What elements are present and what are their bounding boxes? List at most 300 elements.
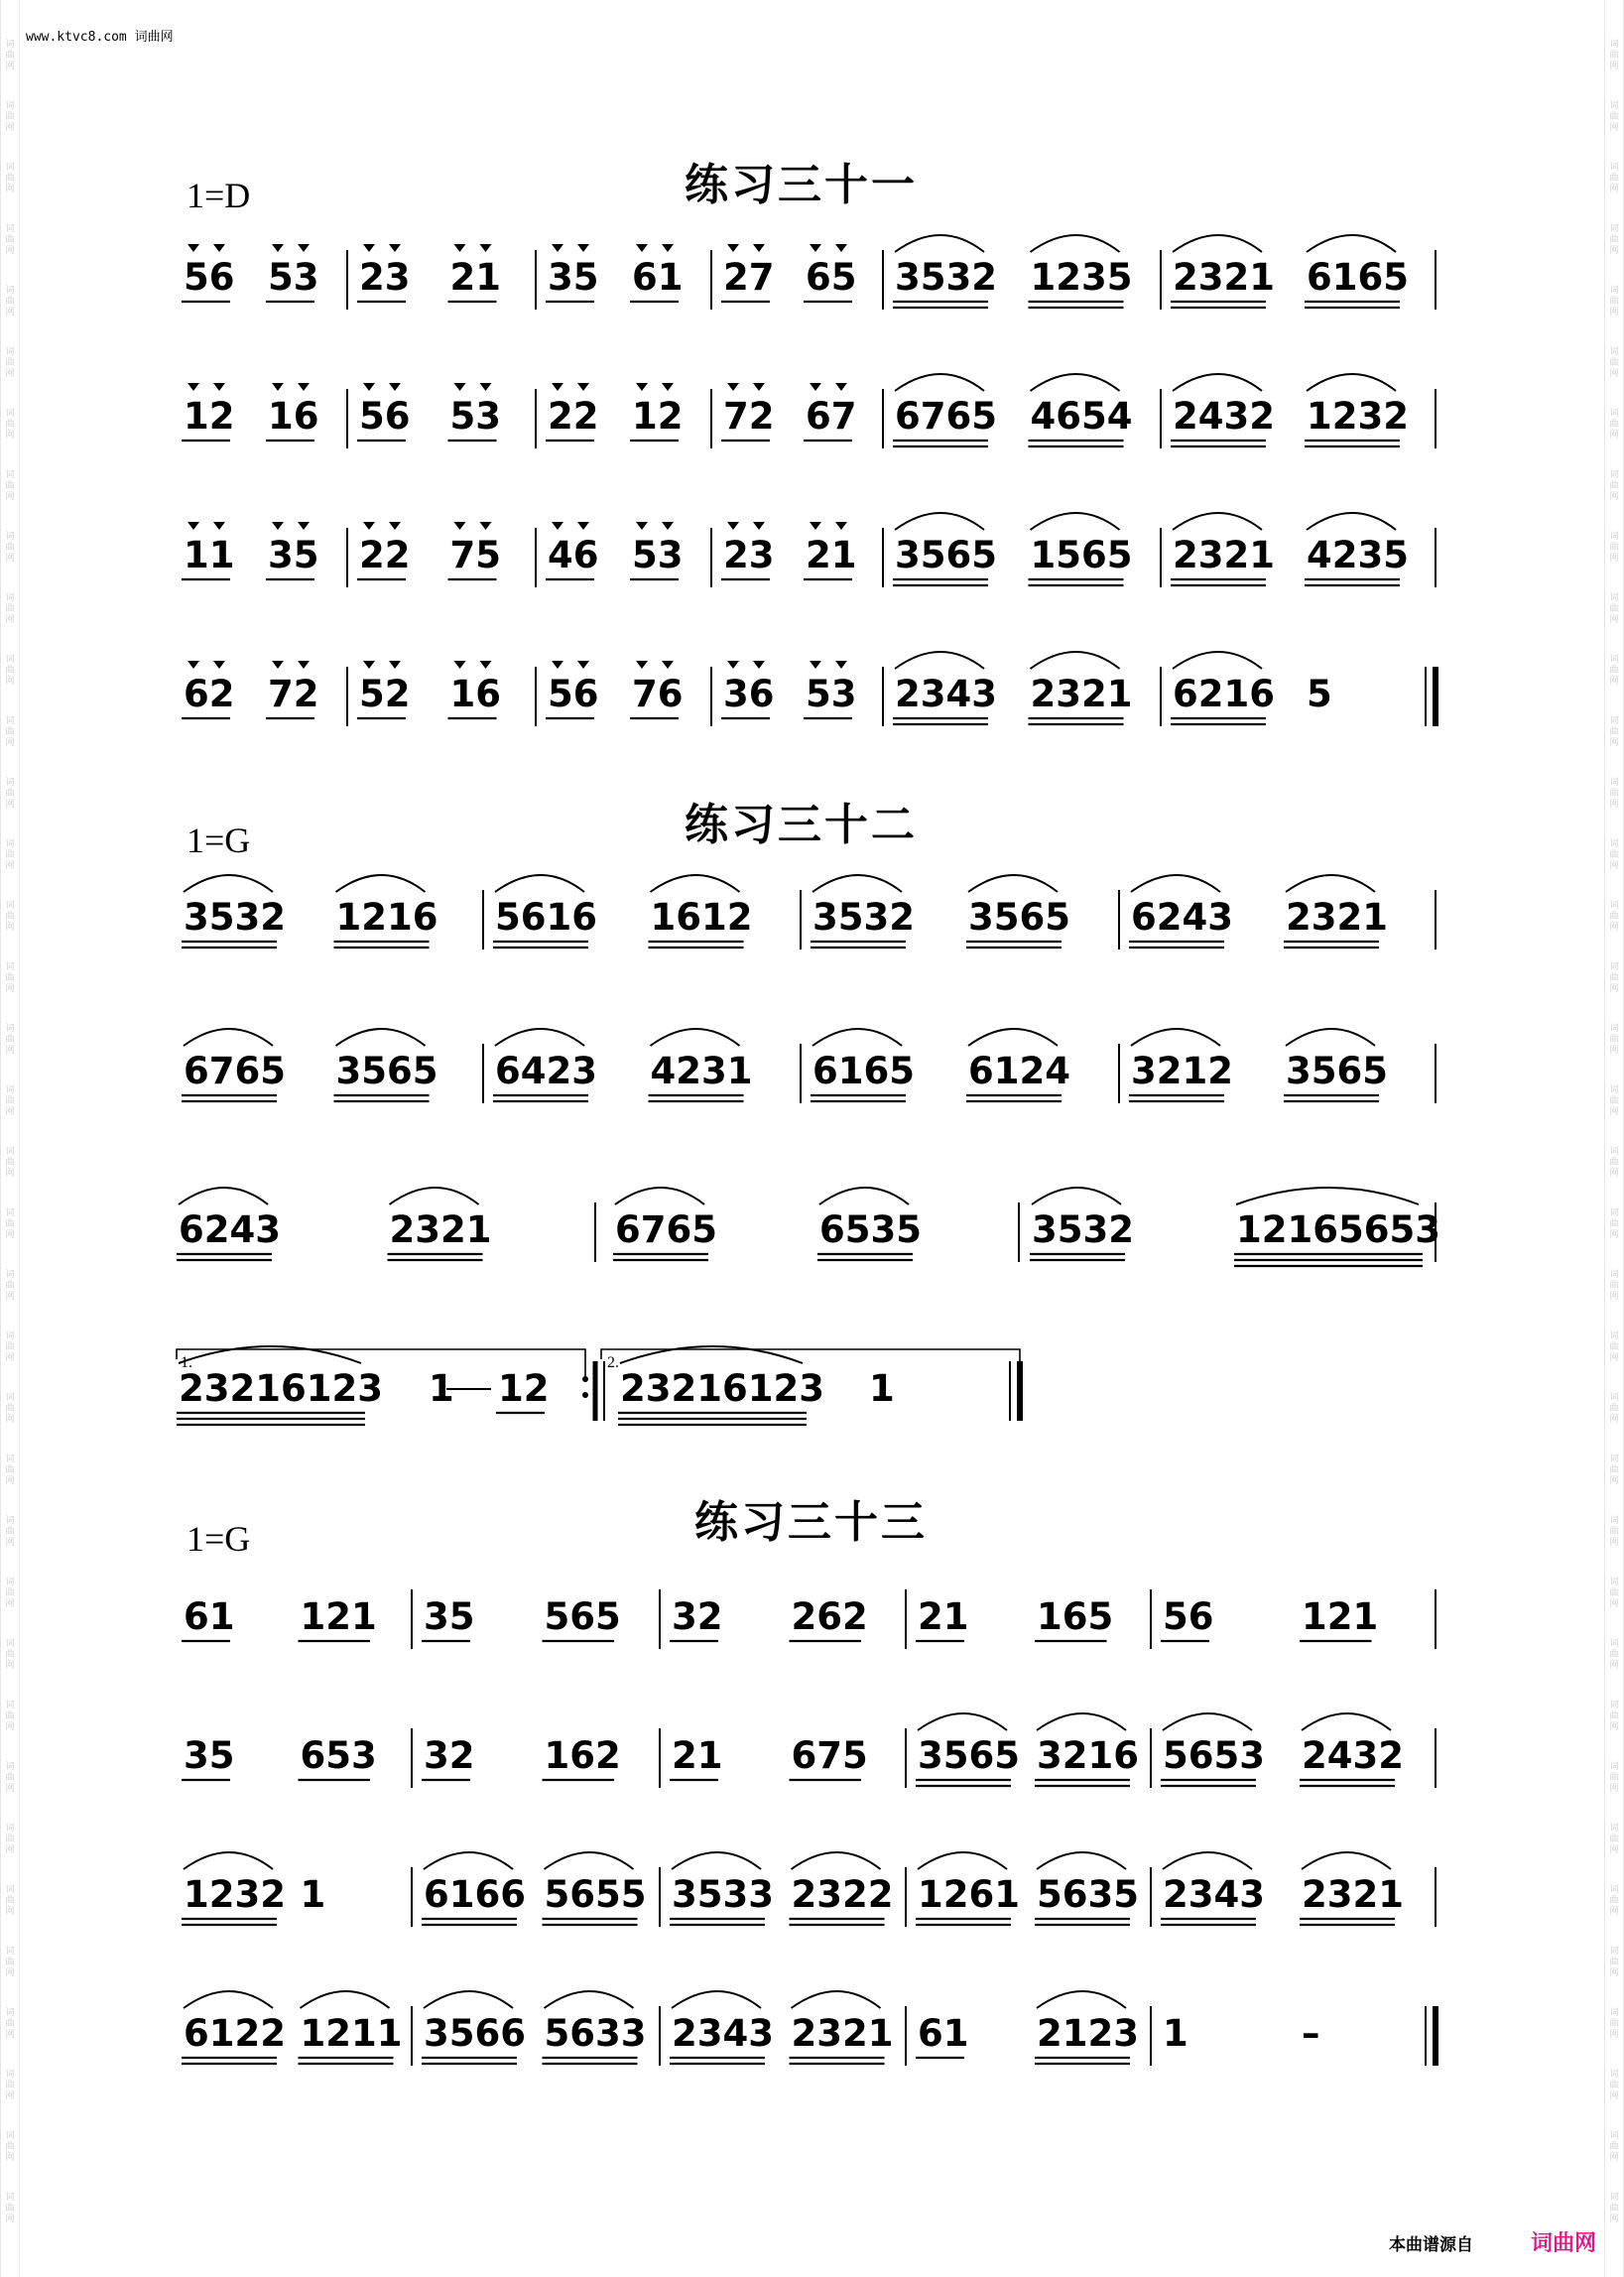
note-group bbox=[334, 1029, 438, 1101]
articulation-mark bbox=[753, 244, 765, 252]
jianpu-notes: 121 bbox=[300, 1595, 377, 1638]
note-group bbox=[1161, 1852, 1265, 1925]
note-group bbox=[1129, 1029, 1233, 1101]
jianpu-notes: 1 bbox=[1163, 2012, 1188, 2055]
jianpu-notes: 21 bbox=[672, 1734, 723, 1777]
jianpu-notes: 32 bbox=[424, 1734, 475, 1777]
note-group bbox=[1161, 1595, 1214, 1641]
note-group bbox=[916, 1595, 969, 1641]
jianpu-notes: 3565 bbox=[918, 1734, 1020, 1777]
note-group bbox=[1284, 1029, 1388, 1101]
jianpu-notes: 3565 bbox=[895, 534, 997, 576]
jianpu-notes: 6423 bbox=[495, 1050, 597, 1092]
jianpu-notes: 23 bbox=[359, 256, 411, 299]
watermark-text: 词 曲 网 bbox=[1609, 1024, 1619, 1056]
jianpu-notes: 16 bbox=[268, 395, 319, 438]
jianpu-notes: 56 bbox=[548, 673, 599, 715]
watermark-text: 词 曲 网 bbox=[5, 1270, 15, 1302]
note-group bbox=[1302, 2012, 1320, 2055]
watermark-text: 词 曲 网 bbox=[1609, 2131, 1619, 2163]
slur-arc bbox=[301, 1991, 390, 2008]
watermark-text: 词 曲 网 bbox=[1609, 470, 1619, 502]
articulation-mark bbox=[187, 661, 199, 669]
note-group bbox=[1035, 1991, 1139, 2064]
jianpu-notes: 6165 bbox=[1307, 256, 1409, 299]
note-group bbox=[448, 522, 502, 579]
articulation-mark bbox=[213, 661, 225, 669]
articulation-mark bbox=[577, 244, 589, 252]
watermark-text: 词 曲 网 bbox=[5, 778, 15, 810]
note-group bbox=[448, 383, 502, 441]
articulation-mark bbox=[454, 522, 466, 530]
slur-arc bbox=[1032, 1188, 1121, 1204]
watermark-text: 词 曲 网 bbox=[1609, 2008, 1619, 2040]
slur-arc bbox=[495, 1029, 584, 1046]
music-staff-row bbox=[0, 208, 1624, 347]
watermark-text: 词 曲 网 bbox=[5, 839, 15, 871]
note-group bbox=[448, 244, 502, 302]
note-group bbox=[1300, 1595, 1378, 1641]
note-group bbox=[1029, 235, 1133, 308]
watermark-text: 词 曲 网 bbox=[5, 655, 15, 687]
articulation-mark bbox=[389, 522, 401, 530]
jianpu-notes: 23216123 bbox=[620, 1367, 824, 1410]
watermark-text: 词 曲 网 bbox=[1609, 1331, 1619, 1363]
slur-arc bbox=[424, 1852, 513, 1869]
slur-arc bbox=[1163, 1852, 1252, 1869]
note-group bbox=[493, 1029, 597, 1101]
watermark-text: 词 曲 网 bbox=[1609, 716, 1619, 748]
jianpu-notes: 162 bbox=[544, 1734, 621, 1777]
music-staff-row bbox=[0, 347, 1624, 486]
watermark-text: 词 曲 网 bbox=[1609, 778, 1619, 810]
note-group bbox=[266, 383, 319, 441]
note-group bbox=[422, 1734, 475, 1780]
note-group bbox=[670, 1852, 774, 1925]
volta-label: 1. bbox=[181, 1354, 192, 1371]
jianpu-notes: 5633 bbox=[544, 2012, 647, 2055]
articulation-mark bbox=[213, 522, 225, 530]
articulation-mark bbox=[753, 661, 765, 669]
jianpu-notes: 1232 bbox=[184, 1873, 286, 1916]
watermark-text: 词 曲 网 bbox=[5, 1516, 15, 1548]
jianpu-notes: 262 bbox=[791, 1595, 868, 1638]
note-group bbox=[966, 875, 1070, 948]
watermark-text: 词 曲 网 bbox=[5, 1885, 15, 1917]
watermark-text: 词 曲 网 bbox=[5, 1024, 15, 1056]
watermark-text: 词 曲 网 bbox=[5, 101, 15, 133]
articulation-mark bbox=[810, 383, 821, 391]
note-group bbox=[790, 1734, 868, 1780]
jianpu-notes: 3532 bbox=[184, 896, 286, 939]
articulation-mark bbox=[272, 383, 284, 391]
watermark-text: 词 曲 网 bbox=[1609, 1639, 1619, 1671]
note-group bbox=[790, 1991, 894, 2064]
jianpu-notes: 12165653 bbox=[1236, 1208, 1440, 1251]
watermark-text: 词 曲 网 bbox=[5, 962, 15, 994]
articulation-mark bbox=[363, 383, 375, 391]
note-group bbox=[1284, 875, 1388, 948]
note-group bbox=[966, 1029, 1070, 1101]
watermark-text: 词 曲 网 bbox=[1609, 1455, 1619, 1486]
articulation-mark bbox=[810, 661, 821, 669]
jianpu-notes: 2432 bbox=[1302, 1734, 1404, 1777]
slur-arc bbox=[184, 875, 273, 892]
note-group bbox=[649, 875, 753, 948]
note-group bbox=[630, 383, 684, 441]
slur-arc bbox=[1307, 235, 1396, 252]
music-staff-row bbox=[0, 1687, 1624, 1826]
articulation-mark bbox=[662, 661, 674, 669]
slur-arc bbox=[1037, 1713, 1126, 1730]
jianpu-notes: 5616 bbox=[495, 896, 597, 939]
watermark-text: 词 曲 网 bbox=[1609, 532, 1619, 564]
watermark-text: 词 曲 网 bbox=[5, 163, 15, 194]
note-group bbox=[182, 1029, 286, 1101]
note-group bbox=[496, 1367, 550, 1413]
articulation-mark bbox=[727, 244, 739, 252]
articulation-mark bbox=[213, 383, 225, 391]
jianpu-notes: 3565 bbox=[335, 1050, 438, 1092]
note-group bbox=[1305, 235, 1409, 308]
note-group bbox=[721, 522, 775, 579]
jianpu-notes: 6765 bbox=[184, 1050, 286, 1092]
jianpu-notes: 1612 bbox=[650, 896, 753, 939]
slur-arc bbox=[895, 235, 984, 252]
articulation-mark bbox=[835, 661, 847, 669]
watermark-text: 词 曲 网 bbox=[5, 1701, 15, 1732]
note-group bbox=[817, 1188, 922, 1260]
articulation-mark bbox=[636, 661, 648, 669]
note-group bbox=[546, 383, 599, 441]
jianpu-notes: 6124 bbox=[968, 1050, 1070, 1092]
note-group bbox=[182, 1595, 235, 1641]
jianpu-notes: 21 bbox=[806, 534, 857, 576]
jianpu-notes: 27 bbox=[723, 256, 775, 299]
slur-arc bbox=[918, 1713, 1007, 1730]
note-group bbox=[1030, 1188, 1134, 1260]
note-group bbox=[670, 1991, 774, 2064]
articulation-mark bbox=[727, 522, 739, 530]
watermark-text: 词 曲 网 bbox=[5, 2131, 15, 2163]
note-group bbox=[804, 383, 857, 441]
slur-arc bbox=[1236, 1188, 1419, 1204]
watermark-text: 词 曲 网 bbox=[1609, 347, 1619, 379]
jianpu-notes: 61 bbox=[918, 2012, 969, 2055]
watermark-text: 词 曲 网 bbox=[1609, 224, 1619, 256]
articulation-mark bbox=[835, 383, 847, 391]
note-group bbox=[299, 1734, 377, 1780]
slur-arc bbox=[1286, 1029, 1375, 1046]
articulation-mark bbox=[187, 244, 199, 252]
watermark-text: 词 曲 网 bbox=[1609, 1147, 1619, 1179]
slur-arc bbox=[1031, 513, 1120, 530]
note-group bbox=[1029, 374, 1133, 446]
watermark-text: 词 曲 网 bbox=[5, 40, 15, 71]
watermark-text: 词 曲 网 bbox=[5, 286, 15, 317]
note-group bbox=[630, 522, 684, 579]
slur-arc bbox=[1031, 652, 1120, 669]
watermark-text: 词 曲 网 bbox=[1609, 1947, 1619, 1978]
articulation-mark bbox=[272, 522, 284, 530]
jianpu-notes: 35 bbox=[548, 256, 599, 299]
note-group bbox=[1029, 652, 1133, 724]
articulation-mark bbox=[727, 661, 739, 669]
note-group bbox=[916, 2012, 969, 2058]
note-group bbox=[177, 1346, 383, 1425]
jianpu-notes: 6165 bbox=[812, 1050, 915, 1092]
note-group bbox=[543, 1991, 647, 2064]
watermark-text: 词 曲 网 bbox=[5, 1147, 15, 1179]
jianpu-notes: 5655 bbox=[544, 1873, 647, 1916]
slur-arc bbox=[495, 875, 584, 892]
note-group bbox=[1171, 652, 1275, 724]
note-group bbox=[1300, 1713, 1404, 1786]
watermark-text: 词 曲 网 bbox=[1609, 1578, 1619, 1609]
note-group bbox=[893, 652, 997, 724]
jianpu-notes: 3532 bbox=[812, 896, 915, 939]
slur-arc bbox=[651, 875, 740, 892]
music-staff-row bbox=[0, 1002, 1624, 1141]
jianpu-notes: 23 bbox=[723, 534, 775, 576]
articulation-mark bbox=[727, 383, 739, 391]
watermark-text: 词 曲 网 bbox=[1609, 1393, 1619, 1425]
slur-arc bbox=[968, 875, 1058, 892]
jianpu-notes: 22 bbox=[359, 534, 411, 576]
watermark-text: 词 曲 网 bbox=[1609, 1701, 1619, 1732]
note-group bbox=[1171, 374, 1275, 446]
watermark-text: 词 曲 网 bbox=[1609, 1824, 1619, 1855]
note-group bbox=[422, 1852, 526, 1925]
jianpu-notes: 35 bbox=[268, 534, 319, 576]
articulation-mark bbox=[552, 244, 563, 252]
jianpu-notes: 1235 bbox=[1030, 256, 1133, 299]
slur-arc bbox=[1286, 875, 1375, 892]
note-group bbox=[357, 383, 411, 441]
music-staff-row bbox=[0, 625, 1624, 764]
slur-arc bbox=[672, 1991, 761, 2008]
slur-arc bbox=[184, 1029, 273, 1046]
watermark-text: 词 曲 网 bbox=[5, 1578, 15, 1609]
jianpu-notes: 1216 bbox=[335, 896, 438, 939]
repeat-dot bbox=[582, 1392, 588, 1398]
articulation-mark bbox=[363, 661, 375, 669]
note-group bbox=[182, 1852, 286, 1925]
articulation-mark bbox=[389, 383, 401, 391]
watermark-text: 词 曲 网 bbox=[1609, 1762, 1619, 1794]
jianpu-notes: 1232 bbox=[1307, 395, 1409, 438]
music-staff-row bbox=[0, 1320, 1624, 1458]
articulation-mark bbox=[454, 383, 466, 391]
note-group bbox=[299, 1991, 403, 2064]
articulation-mark bbox=[577, 661, 589, 669]
exercise-title: 练习三十二 bbox=[685, 800, 918, 850]
watermark-text: 词 曲 网 bbox=[1609, 1270, 1619, 1302]
music-staff-row bbox=[0, 1964, 1624, 2103]
watermark-text: 词 曲 网 bbox=[1609, 101, 1619, 133]
jianpu-notes: 4235 bbox=[1307, 534, 1409, 576]
jianpu-notes: 76 bbox=[632, 673, 684, 715]
jianpu-notes: 6122 bbox=[184, 2012, 286, 2055]
note-group bbox=[804, 244, 857, 302]
note-group bbox=[1305, 374, 1409, 446]
slur-arc bbox=[1307, 374, 1396, 391]
slur-arc bbox=[545, 1852, 634, 1869]
music-staff-row bbox=[0, 486, 1624, 625]
note-group bbox=[177, 1188, 281, 1260]
note-group bbox=[613, 1188, 717, 1260]
jianpu-notes: 12 bbox=[498, 1367, 550, 1410]
articulation-mark bbox=[187, 522, 199, 530]
note-group bbox=[893, 513, 997, 585]
articulation-mark bbox=[389, 661, 401, 669]
note-group bbox=[182, 875, 286, 948]
note-group bbox=[1129, 875, 1233, 948]
note-group bbox=[1305, 513, 1409, 585]
jianpu-notes: 121 bbox=[1302, 1595, 1379, 1638]
exercise-title: 练习三十一 bbox=[685, 160, 918, 210]
slur-arc bbox=[336, 875, 426, 892]
note-group bbox=[266, 244, 319, 302]
slur-arc bbox=[1031, 235, 1120, 252]
jianpu-notes: 36 bbox=[723, 673, 775, 715]
note-group bbox=[1035, 1713, 1139, 1786]
note-group bbox=[1171, 513, 1275, 585]
jianpu-notes: 75 bbox=[449, 534, 501, 576]
jianpu-notes: 56 bbox=[1163, 1595, 1214, 1638]
articulation-mark bbox=[552, 522, 563, 530]
slur-arc bbox=[792, 1852, 881, 1869]
music-staff-row bbox=[0, 1548, 1624, 1687]
articulation-mark bbox=[480, 661, 492, 669]
watermark-text: 词 曲 网 bbox=[1609, 2070, 1619, 2101]
jianpu-notes: 61 bbox=[184, 1595, 235, 1638]
slur-arc bbox=[1173, 513, 1262, 530]
jianpu-notes: 6765 bbox=[615, 1208, 717, 1251]
jianpu-notes: 3565 bbox=[968, 896, 1070, 939]
jianpu-notes: 22 bbox=[548, 395, 599, 438]
jianpu-notes: 5 bbox=[1307, 673, 1332, 715]
note-group bbox=[1163, 2012, 1188, 2055]
jianpu-notes: 52 bbox=[359, 673, 411, 715]
note-group bbox=[543, 1734, 621, 1780]
note-group bbox=[630, 244, 684, 302]
watermark-text: 词 曲 网 bbox=[5, 1824, 15, 1855]
watermark-text: 词 曲 网 bbox=[1609, 1085, 1619, 1117]
articulation-mark bbox=[662, 244, 674, 252]
note-group bbox=[546, 244, 599, 302]
key-signature: 1=G bbox=[187, 1519, 251, 1559]
slur-arc bbox=[179, 1188, 268, 1204]
note-group bbox=[721, 244, 775, 302]
jianpu-notes: 1565 bbox=[1030, 534, 1133, 576]
note-group bbox=[1035, 1852, 1139, 1925]
jianpu-notes: 21 bbox=[918, 1595, 969, 1638]
slur-arc bbox=[1302, 1713, 1391, 1730]
note-group bbox=[811, 1029, 915, 1101]
jianpu-notes: 35 bbox=[184, 1734, 235, 1777]
watermark-text: 词 曲 网 bbox=[5, 1331, 15, 1363]
watermark-text: 词 曲 网 bbox=[1609, 962, 1619, 994]
note-group bbox=[388, 1188, 492, 1260]
jianpu-notes: 3565 bbox=[1286, 1050, 1388, 1092]
note-group bbox=[804, 522, 857, 579]
watermark-text: 词 曲 网 bbox=[5, 2008, 15, 2040]
note-group bbox=[630, 661, 684, 718]
site-logo[interactable]: 词曲网 bbox=[1531, 2231, 1597, 2256]
note-group bbox=[893, 235, 997, 308]
jianpu-notes: 6535 bbox=[819, 1208, 922, 1251]
note-group bbox=[266, 522, 319, 579]
note-group bbox=[543, 1852, 647, 1925]
jianpu-notes: 72 bbox=[723, 395, 775, 438]
watermark-text: 词 曲 网 bbox=[1609, 40, 1619, 71]
jianpu-notes: 2343 bbox=[672, 2012, 774, 2055]
articulation-mark bbox=[577, 522, 589, 530]
slur-arc bbox=[895, 652, 984, 669]
slur-arc bbox=[1173, 235, 1262, 252]
jianpu-notes: 5635 bbox=[1037, 1873, 1139, 1916]
jianpu-notes: 2321 bbox=[1302, 1873, 1404, 1916]
slur-arc bbox=[812, 875, 902, 892]
slur-arc bbox=[1037, 1991, 1126, 2008]
site-url[interactable]: www.ktvc8.com 词曲网 bbox=[26, 30, 174, 45]
jianpu-notes: 565 bbox=[544, 1595, 621, 1638]
jianpu-notes: 6216 bbox=[1173, 673, 1275, 715]
articulation-mark bbox=[363, 522, 375, 530]
jianpu-notes: 61 bbox=[632, 256, 684, 299]
jianpu-notes: 6166 bbox=[424, 1873, 526, 1916]
articulation-mark bbox=[272, 661, 284, 669]
watermark-text: 词 曲 网 bbox=[5, 716, 15, 748]
note-group bbox=[182, 661, 235, 718]
jianpu-notes: 12 bbox=[184, 395, 235, 438]
watermark-text: 词 曲 网 bbox=[1609, 409, 1619, 441]
articulation-mark bbox=[577, 383, 589, 391]
jianpu-notes: 1 bbox=[869, 1367, 895, 1410]
note-group bbox=[357, 661, 411, 718]
articulation-mark bbox=[636, 383, 648, 391]
watermark-text: 词 曲 网 bbox=[5, 2193, 15, 2224]
articulation-mark bbox=[480, 244, 492, 252]
jianpu-notes: 1261 bbox=[918, 1873, 1020, 1916]
watermark-text: 词 曲 网 bbox=[5, 1085, 15, 1117]
watermark-text: 词 曲 网 bbox=[5, 901, 15, 933]
jianpu-notes: 653 bbox=[300, 1734, 377, 1777]
jianpu-notes: 3212 bbox=[1131, 1050, 1233, 1092]
note-group bbox=[357, 522, 411, 579]
note-group bbox=[266, 661, 319, 718]
note-group bbox=[546, 661, 599, 718]
jianpu-notes: 3566 bbox=[424, 2012, 526, 2055]
slur-arc bbox=[895, 374, 984, 391]
watermark-text: 词 曲 网 bbox=[1609, 839, 1619, 871]
articulation-mark bbox=[835, 244, 847, 252]
note-group bbox=[670, 1734, 723, 1780]
jianpu-notes: 56 bbox=[184, 256, 235, 299]
slur-arc bbox=[1173, 652, 1262, 669]
jianpu-notes: 4654 bbox=[1030, 395, 1133, 438]
watermark-text: 词 曲 网 bbox=[5, 593, 15, 625]
note-group bbox=[182, 522, 235, 579]
articulation-mark bbox=[298, 661, 310, 669]
jianpu-notes: 56 bbox=[359, 395, 411, 438]
slur-arc bbox=[1173, 374, 1262, 391]
note-group bbox=[1234, 1188, 1440, 1266]
jianpu-notes: 2321 bbox=[1173, 534, 1275, 576]
watermark-text: 词 曲 网 bbox=[5, 1208, 15, 1240]
note-group bbox=[422, 1595, 475, 1641]
